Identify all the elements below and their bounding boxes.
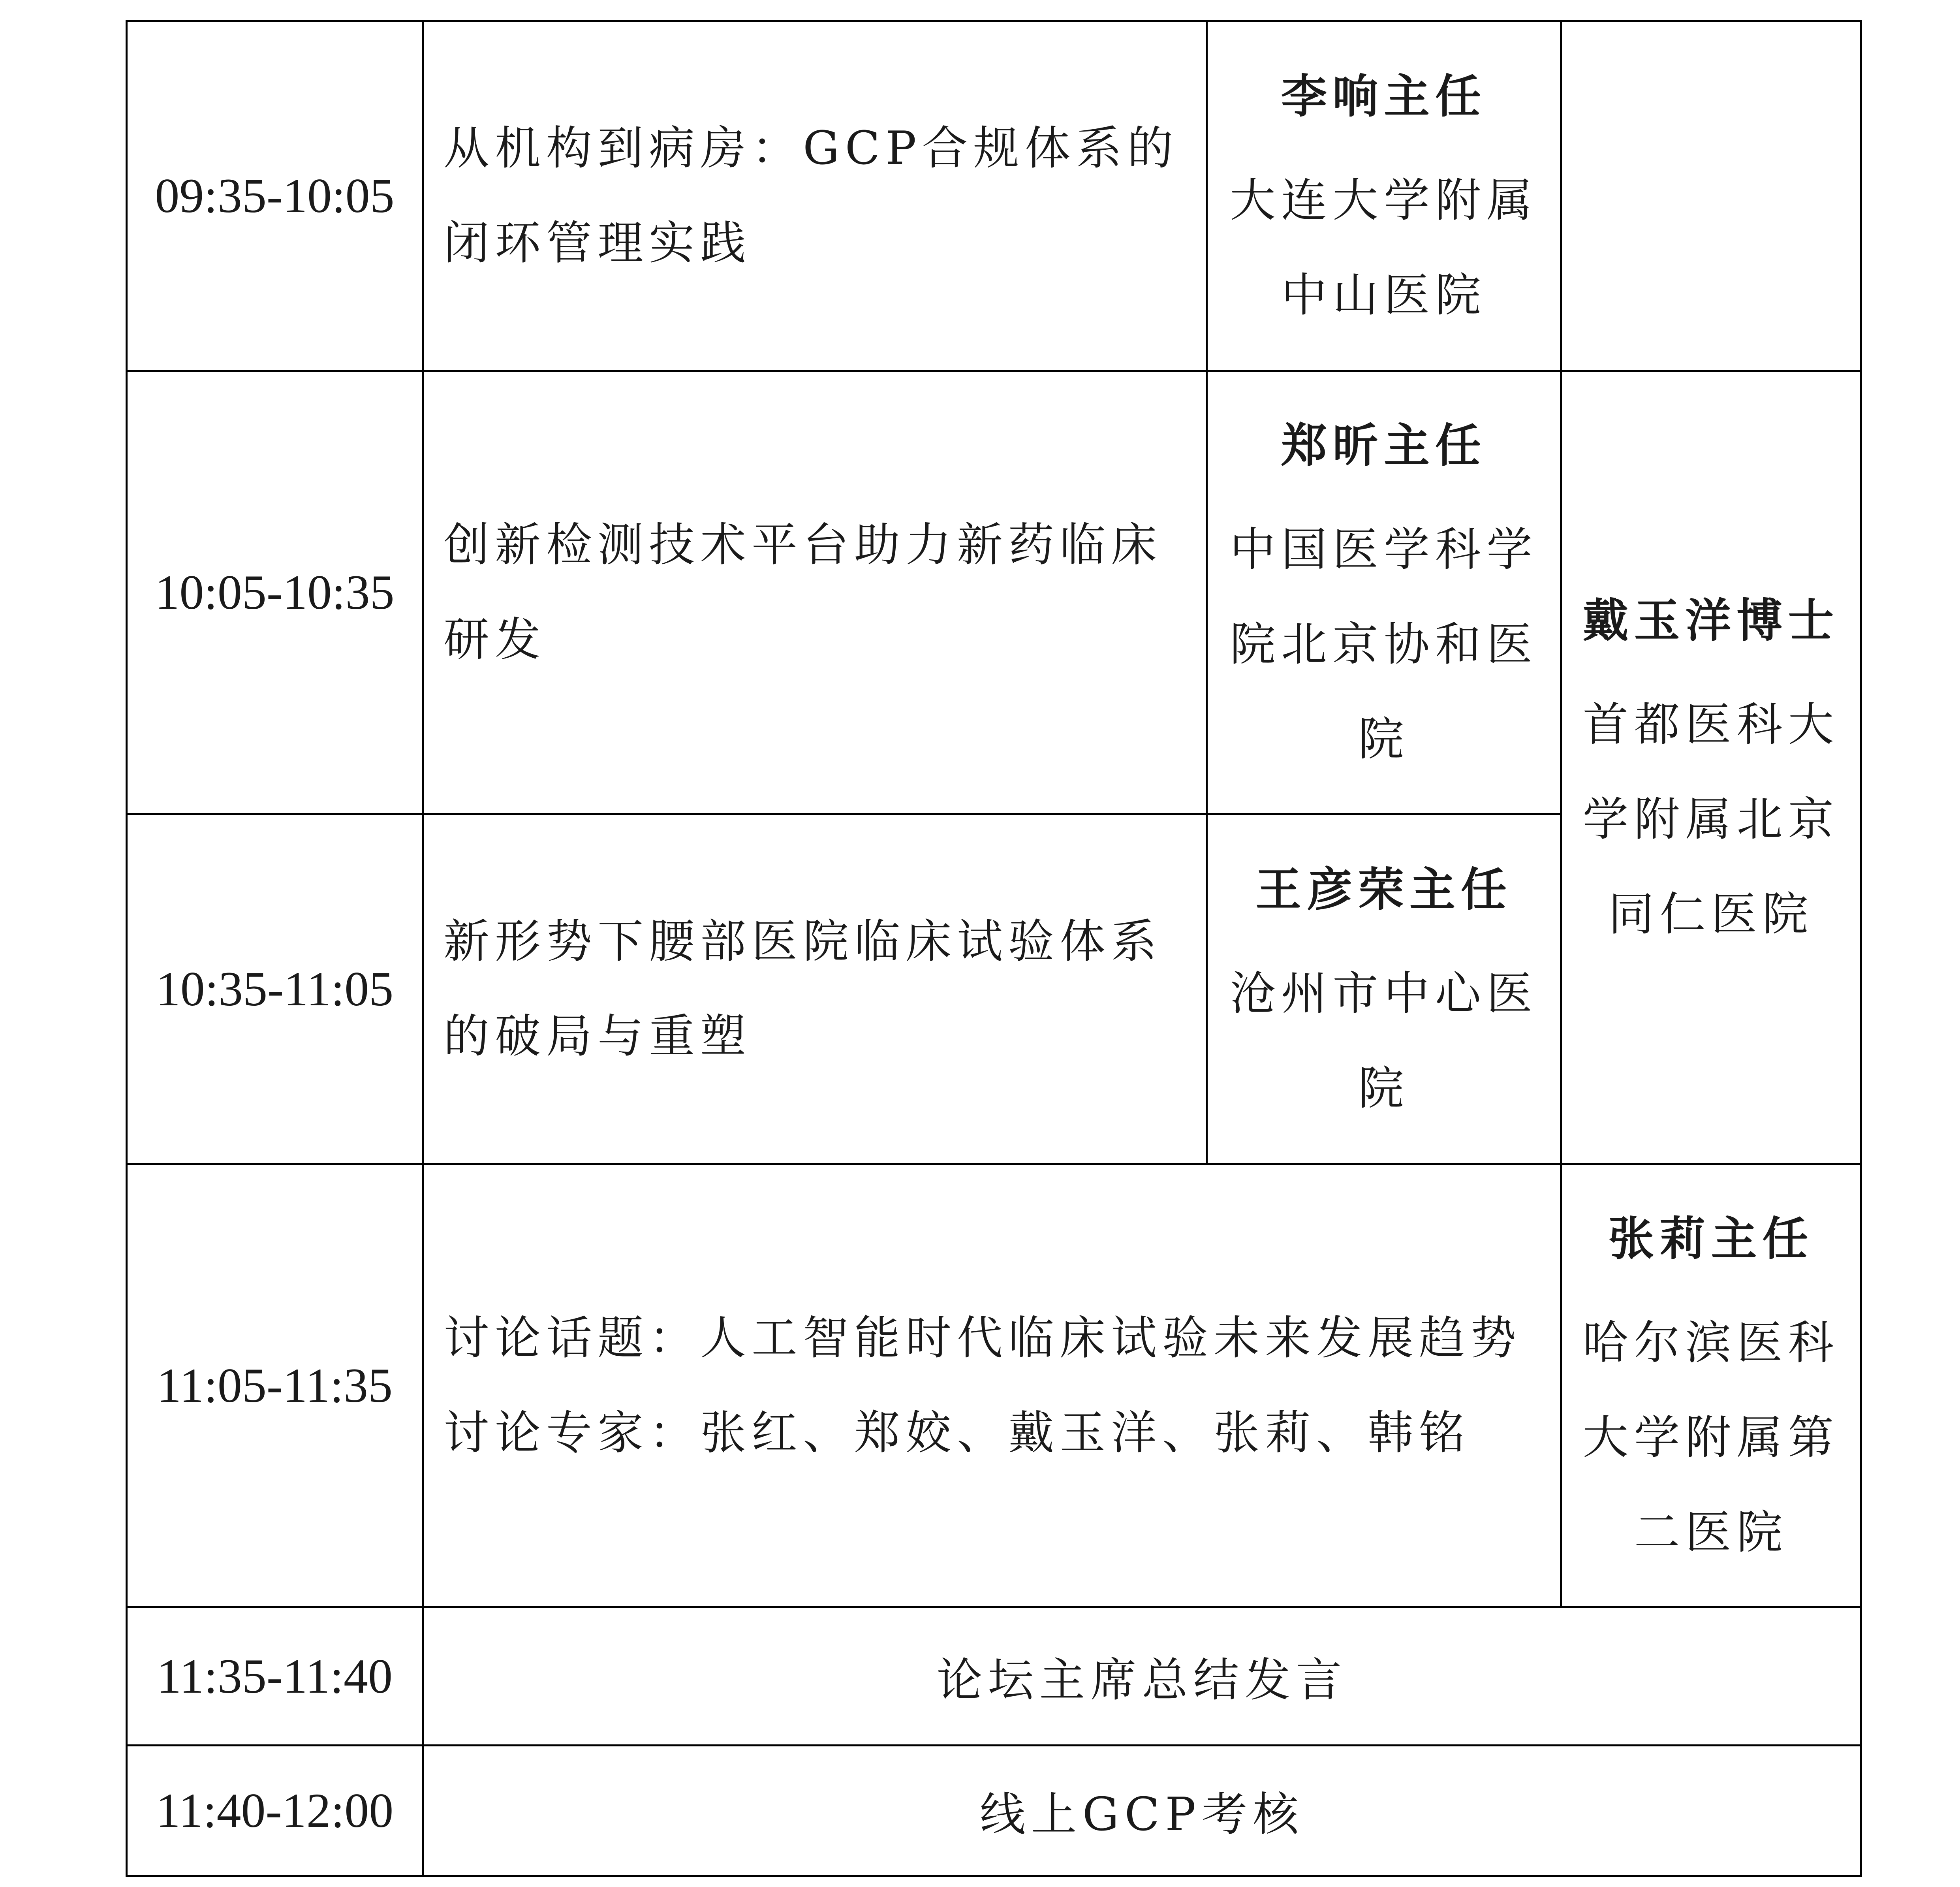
speaker-name: 张莉主任 [1608,1212,1814,1266]
table-row [127,371,1861,814]
topic-cell: 从机构到病房：GCP合规体系的闭环管理实践 [423,21,1207,371]
agenda-table [126,20,1862,1877]
time-cell: 11:40-12:00 [127,1746,423,1876]
table-row [127,1607,1861,1746]
empty-cell [1561,21,1861,371]
exam-cell: 线上GCP考核 [423,1746,1861,1876]
speaker-name: 王彦荣主任 [1255,862,1512,916]
discussion-topic: 讨论话题：人工智能时代临床试验未来发展趋势 [443,1311,1522,1365]
summary-cell: 论坛主席总结发言 [423,1607,1861,1746]
topic-cell: 创新检测技术平台助力新药临床研发 [423,371,1207,814]
speaker-org: 大连大学附属中山医院 [1230,173,1538,322]
table-row [127,1746,1861,1876]
speaker-org: 中国医学科学院北京协和医院 [1230,523,1538,766]
time-cell: 10:35-11:05 [127,814,423,1164]
table-row [127,21,1861,371]
discussion-experts: 讨论专家：张红、郑姣、戴玉洋、张莉、韩铭 [443,1406,1470,1460]
speaker-cell [1561,1164,1861,1607]
speaker-cell [1207,21,1561,371]
time-cell: 11:35-11:40 [127,1607,423,1746]
table-row [127,1164,1861,1607]
speaker-org: 沧州市中心医院 [1230,967,1538,1115]
speaker-name: 李响主任 [1281,69,1486,123]
speaker-cell [1207,814,1561,1164]
speaker-name: 郑昕主任 [1281,418,1486,472]
host-name: 戴玉洋博士 [1582,593,1840,647]
host-org: 首都医科大学附属北京同仁医院 [1582,698,1840,941]
speaker-org: 哈尔滨医科大学附属第二医院 [1582,1316,1840,1559]
time-cell: 10:05-10:35 [127,371,423,814]
host-cell [1561,371,1861,1164]
speaker-cell [1207,371,1561,814]
topic-cell: 新形势下腰部医院临床试验体系的破局与重塑 [423,814,1207,1164]
time-cell: 09:35-10:05 [127,21,423,371]
discussion-cell [423,1164,1561,1607]
time-cell: 11:05-11:35 [127,1164,423,1607]
